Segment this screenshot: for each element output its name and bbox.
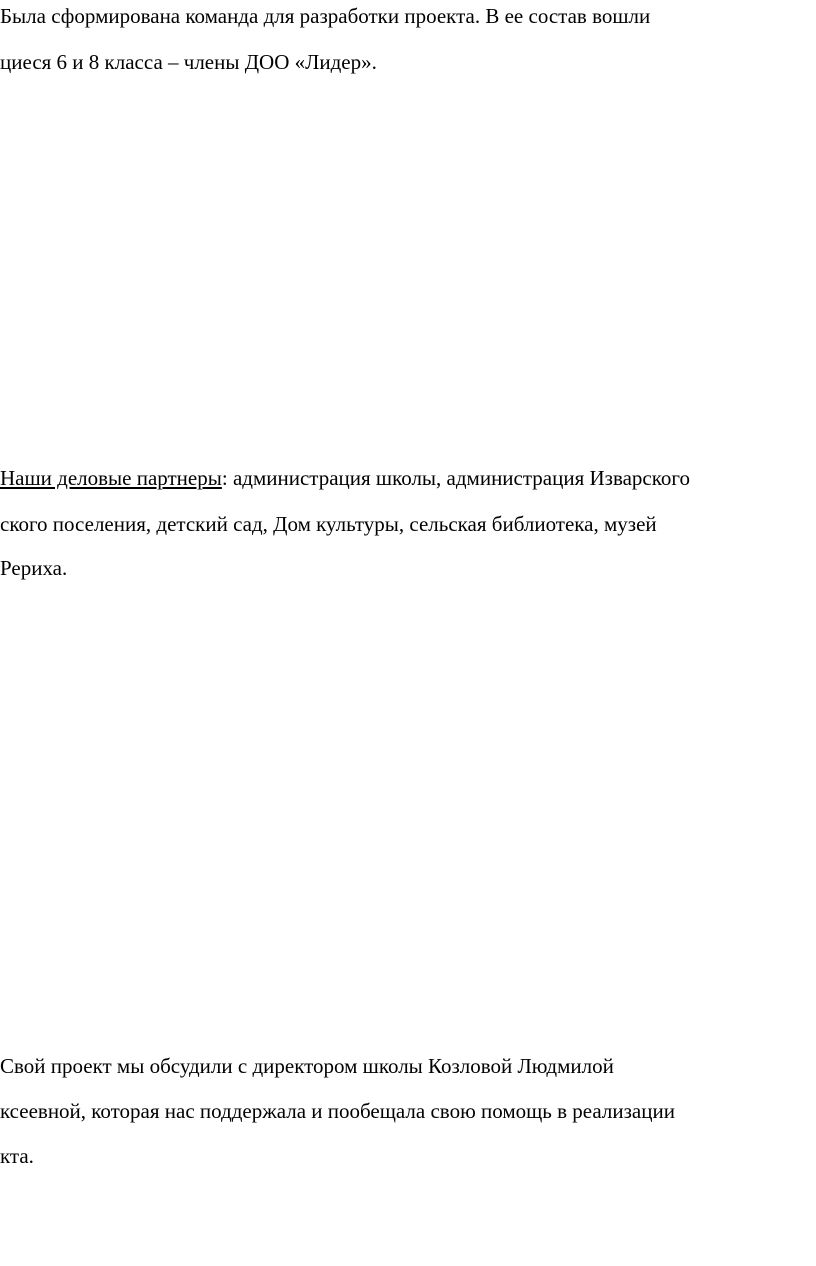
- partners-heading: Наши деловые партнеры: [0, 466, 222, 490]
- paragraph-line: циеся 6 и 8 класса – члены ДОО «Лидер».: [0, 50, 377, 74]
- paragraph-line: Свой проект мы обсудили с директором школы Козловой Людмилой: [0, 1054, 614, 1078]
- paragraph-line: кта.: [0, 1144, 34, 1168]
- paragraph-line: ского поселения, детский сад, Дом культуры, сельская библиотека, музей: [0, 512, 657, 536]
- paragraph-line: [0, 466, 690, 490]
- partners-list-start: : администрация школы, администрация Изварского: [221, 466, 690, 490]
- paragraph-line: Была сформирована команда для разработки проекта. В ее состав вошли: [0, 4, 651, 28]
- paragraph-line: ксеевной, которая нас поддержала и пообещала свою помощь в реализации: [0, 1099, 675, 1123]
- paragraph-line: Рериха.: [0, 556, 68, 580]
